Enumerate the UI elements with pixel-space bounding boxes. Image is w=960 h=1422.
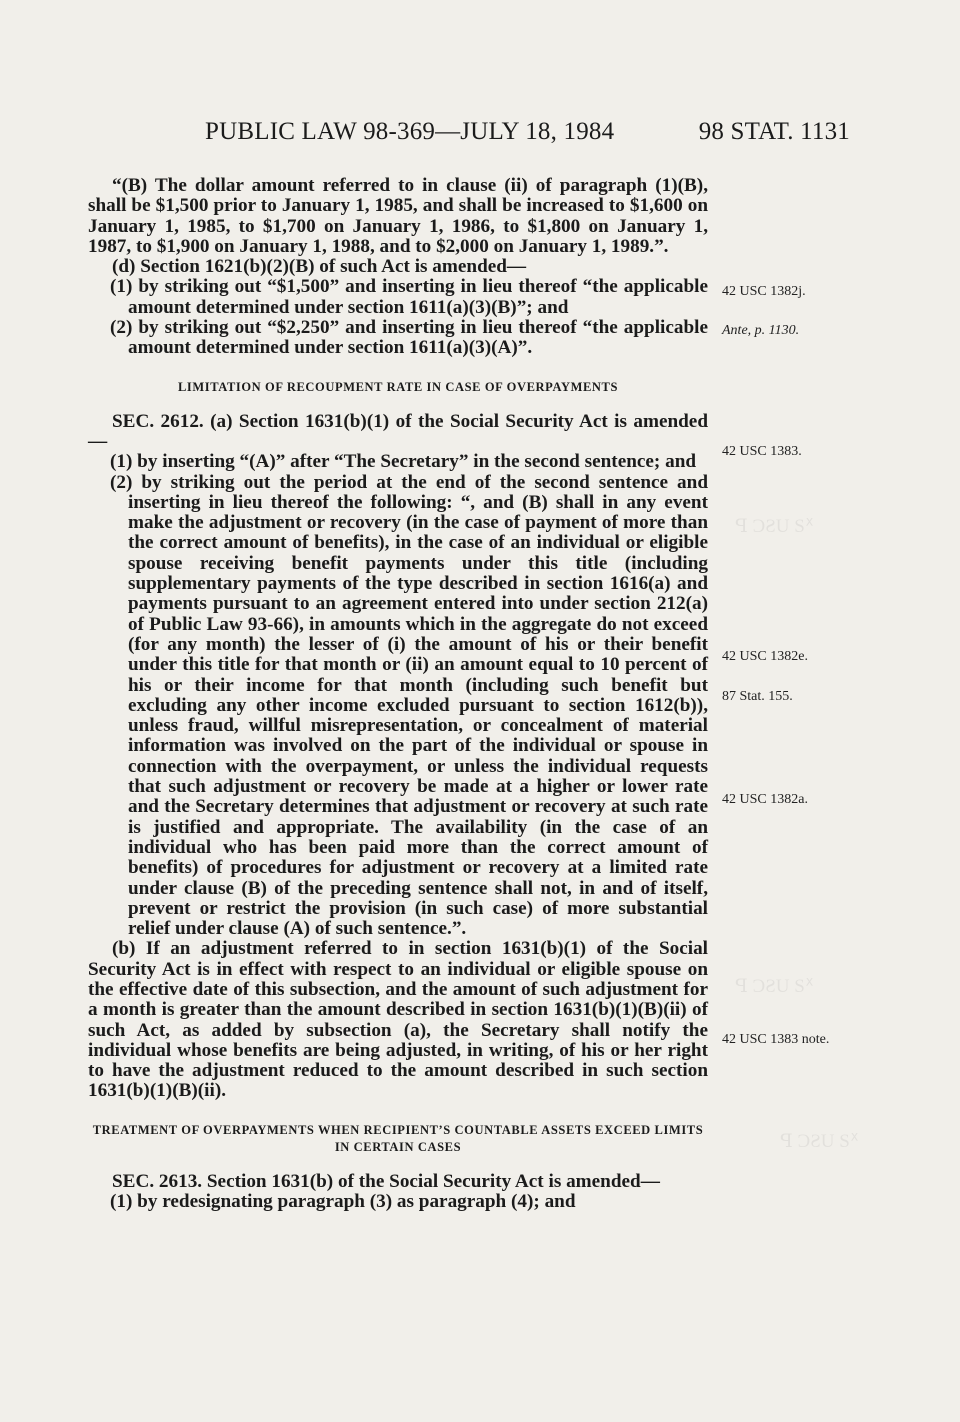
margin-note: 42 USC 1383 note.	[722, 1032, 830, 1047]
paragraph: “(B) The dollar amount referred to in clause (ii) of paragraph (1)(B), shall be $1,500 prior to January 1, 1985, and shall be increased to $1,600 on January 1, 1985, to $1,700 on January 1, 1986, to $1,800 on January 1, 1987, to $1,900 on January 1, 1988, and to $2,000 on January 1, 1989.”.	[88, 175, 708, 257]
margin-note: 87 Stat. 155.	[722, 689, 793, 704]
paragraph: (2) by striking out “$2,250” and inserting in lieu thereof “the applicable amount determined under section 1611(a)(3)(A)”.	[110, 317, 708, 359]
margin-note: 42 USC 1382a.	[722, 792, 808, 807]
margin-note: 42 USC 1383.	[722, 444, 802, 459]
section-heading: TREATMENT OF OVERPAYMENTS WHEN RECIPIENT’S COUNTABLE ASSETS EXCEED LIMITS IN CERTAIN CASES	[92, 1122, 704, 1154]
paragraph: SEC. 2612. (a) Section 1631(b)(1) of the Social Security Act is amended—	[88, 410, 708, 452]
paragraph: (d) Section 1621(b)(2)(B) of such Act is amended—	[112, 256, 527, 278]
running-header-title: PUBLIC LAW 98-369—JULY 18, 1984	[205, 118, 615, 145]
bleed-through-mark: ꟼ ƆƧU Sᕁ	[735, 976, 815, 997]
section-heading: LIMITATION OF RECOUPMENT RATE IN CASE OF OVERPAYMENTS	[177, 379, 619, 394]
paragraph: (1) by inserting “(A)” after “The Secretary” in the second sentence; and	[110, 451, 697, 473]
bleed-through-mark: ꟼ ƆƧU Sᕁ	[735, 516, 815, 537]
margin-note: Ante, p. 1130.	[722, 323, 800, 338]
page-stat-number: 98 STAT. 1131	[698, 118, 850, 145]
paragraph: (1) by striking out “$1,500” and inserting in lieu thereof “the applicable amount determined under section 1611(a)(3)(B)”; and	[110, 276, 708, 318]
paragraph: SEC. 2613. Section 1631(b) of the Social Security Act is amended—	[112, 1170, 660, 1192]
paragraph: (b) If an adjustment referred to in section 1631(b)(1) of the Social Security Act is in effect with respect to an individual or eligible spouse on the effective date of this subsection, and the amount of such adjustment for a month is greater than the amount described in section 1631(b)(1)(B)(ii) of such Act, as added by subsection (a), the Secretary shall notify the individual whose benefits are being adjusted, in writing, of his or her right to have the adjustment reduced to the amount described in such section 1631(b)(1)(B)(ii).	[88, 938, 708, 1102]
paragraph: (1) by redesignating paragraph (3) as paragraph (4); and	[110, 1191, 576, 1213]
margin-note: 42 USC 1382e.	[722, 649, 808, 664]
margin-note: 42 USC 1382j.	[722, 284, 806, 299]
document-body	[88, 176, 708, 1212]
bleed-through-mark: ꟼ ƆƧU Sᕁ	[780, 1131, 860, 1152]
paragraph: (2) by striking out the period at the end of the second sentence and inserting in lieu thereof the following: “, and (B) shall in any event make the adjustment or recovery (in the case of payment of more than the correct amount of benefits), in the case of an individual or eligible spouse receiving benefit payments under this title (including supplementary payments of the type described in section 1616(a) and payments pursuant to an agreement entered into under section 212(a) of Public Law 93-66), in amounts which in the aggregate do not exceed (for any month) the lesser of (i) the amount of his or their benefit under this title for that month or (ii) an amount equal to 10 percent of his or their income for that month (including such benefit but excluding any other income excluded pursuant to section 1612(b)), unless fraud, willful misrepresentation, or concealment of material information was involved on the part of the individual or spouse in connection with the overpayment, or unless the individual requests that such adjustment or recovery be made at a higher or lower rate and the Secretary determines that adjustment or recovery at such rate is justified and appropriate. The availability (in the case of an individual who has been paid more than the correct amount of benefits) of procedures for adjustment or recovery at a limited rate under clause (B) of the preceding sentence shall not, in and of itself, prevent or restrict the provision (in such case) of more substantial relief under clause (A) of such sentence.”.	[110, 471, 708, 940]
